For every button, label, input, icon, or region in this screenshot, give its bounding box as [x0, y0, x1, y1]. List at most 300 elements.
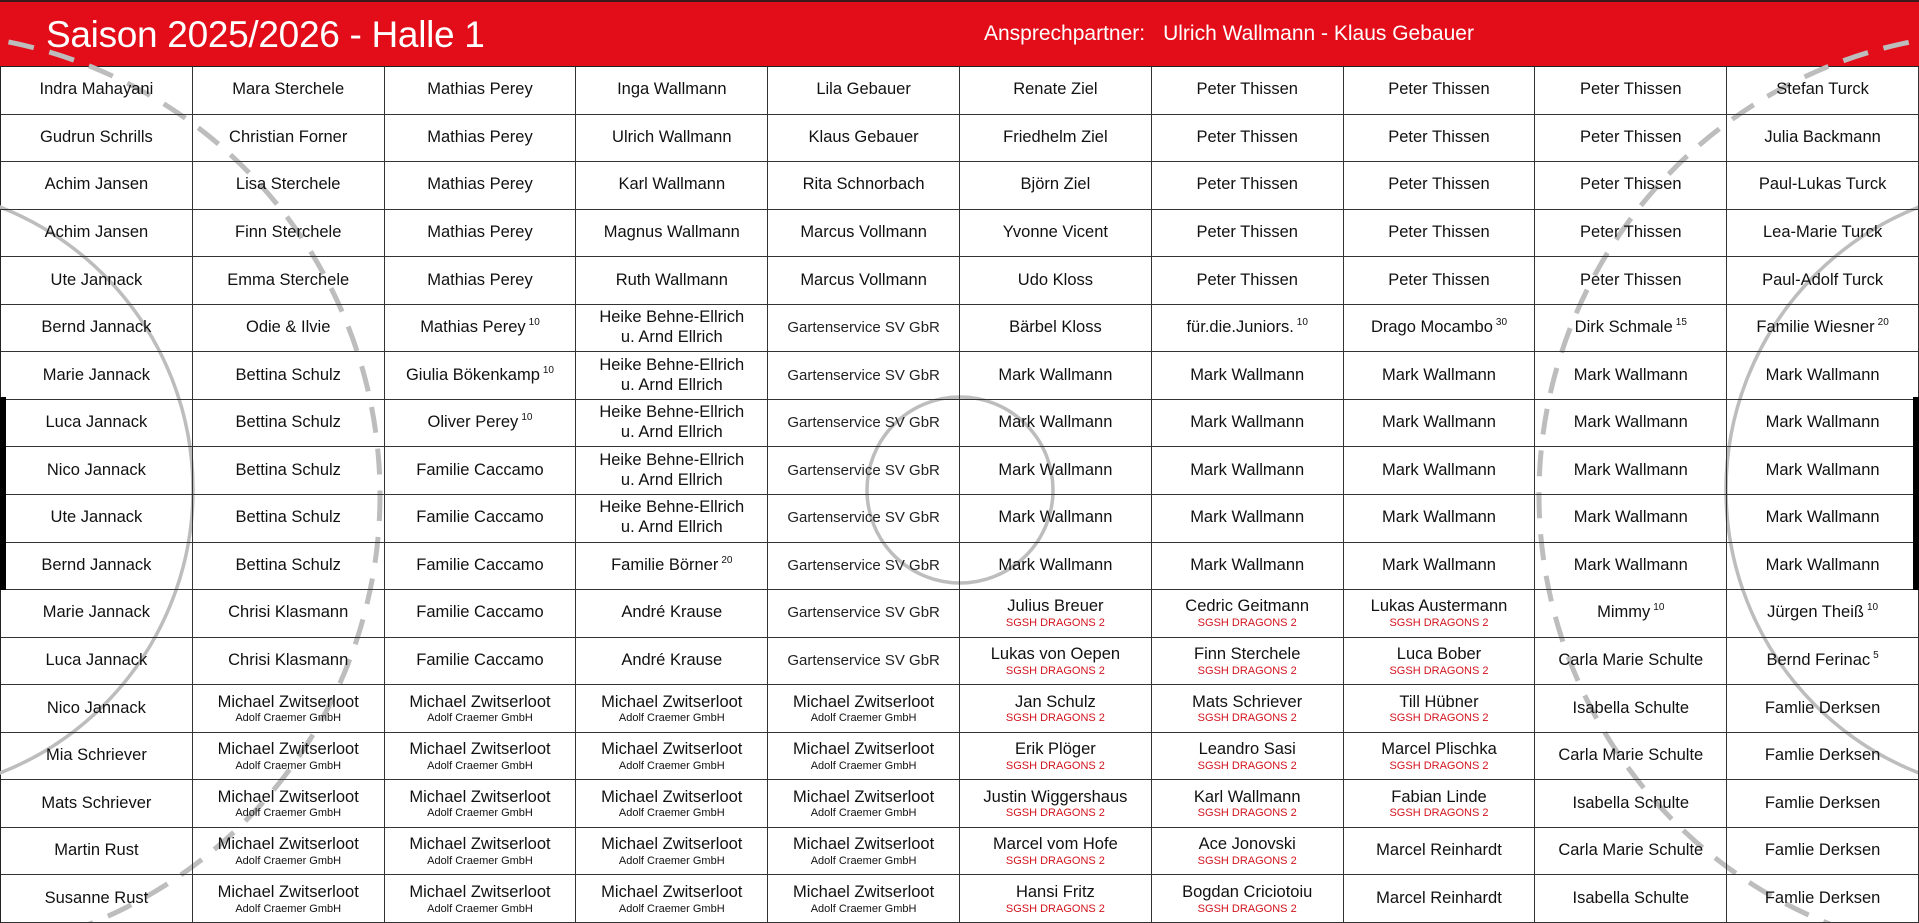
grid-cell [385, 780, 577, 828]
cell-line [235, 223, 341, 243]
cell-name: Finn Sterchele [1194, 644, 1301, 663]
cell-name: Luca Jannack [45, 651, 148, 670]
cell-line [232, 80, 344, 100]
cell-name: Lea-Marie Turck [1762, 223, 1883, 242]
cell-name: Gartenservice SV GbR [787, 509, 940, 527]
cell-line [998, 413, 1112, 433]
grid-cell [193, 733, 385, 781]
cell-name: Leandro Sasi [1198, 740, 1296, 759]
cell-line [803, 175, 925, 195]
cell-superscript-number: 20 [1877, 317, 1889, 329]
grid-cell [1535, 115, 1727, 163]
grid-cell [1535, 590, 1727, 638]
cell-team-label: SGSH DRAGONS 2 [1197, 759, 1297, 772]
cell-line [998, 366, 1112, 386]
grid-cell [1344, 400, 1536, 448]
cell-line [45, 413, 147, 433]
cell-line [793, 788, 934, 808]
grid-cell [385, 305, 577, 353]
cell-line [601, 835, 742, 855]
cell-line [1371, 318, 1507, 338]
cell-line [1766, 556, 1880, 576]
cell-name: Mark Wallmann [1190, 365, 1305, 384]
cell-name: Mathias Perey [420, 318, 526, 337]
cell-line [787, 367, 940, 385]
grid-cell [960, 495, 1152, 543]
grid-cell [768, 590, 960, 638]
grid-cell [1152, 400, 1344, 448]
grid-cell [1727, 447, 1919, 495]
grid-cell [193, 543, 385, 591]
cell-team-label: SGSH DRAGONS 2 [1197, 855, 1297, 867]
grid-cell [1535, 305, 1727, 353]
cell-line [1382, 508, 1496, 528]
cell-name: Nico Jannack [46, 460, 146, 479]
cell-line [47, 461, 146, 481]
cell-superscript-number: 10 [1653, 602, 1665, 614]
grid-cell [960, 162, 1152, 210]
cell-line [1015, 740, 1096, 760]
grid-cell [768, 638, 960, 686]
cell-name: Michael Zwitserloot [792, 835, 935, 854]
grid-cell [768, 543, 960, 591]
grid-cell [193, 495, 385, 543]
grid-cell [1535, 210, 1727, 258]
cell-line [1574, 461, 1688, 481]
contact-info [984, 22, 1474, 46]
cell-line [1182, 883, 1312, 903]
cell-name: Peter Thissen [1388, 127, 1490, 146]
cell-team-label: SGSH DRAGONS 2 [1005, 902, 1105, 915]
grid-cell [1152, 590, 1344, 638]
cell-line [1190, 461, 1304, 481]
grid-cell [960, 400, 1152, 448]
cell-name: Dirk Schmale [1574, 318, 1673, 337]
grid-cell [1152, 257, 1344, 305]
grid-cell [576, 685, 768, 733]
cell-name: Lisa Sterchele [235, 175, 341, 194]
grid-cell [1344, 875, 1536, 923]
cell-line [787, 462, 940, 480]
cell-line [416, 603, 543, 623]
cell-line [1388, 128, 1490, 148]
cell-line [601, 693, 742, 713]
cell-line [793, 835, 934, 855]
grid-cell [576, 210, 768, 258]
grid-cell [1, 638, 193, 686]
cell-name: Marcel vom Hofe [993, 835, 1118, 854]
cell-line [1192, 693, 1302, 713]
grid-cell [1727, 115, 1919, 163]
cell-name: Lukas von Oepen [990, 644, 1121, 663]
grid-cell [1, 733, 193, 781]
grid-cell [768, 875, 960, 923]
grid-cell [1, 210, 193, 258]
grid-cell [1344, 780, 1536, 828]
cell-name: Christian Forner [229, 127, 348, 146]
grid-cell [1727, 305, 1919, 353]
cell-name: Michael Zwitserloot [409, 882, 551, 901]
cell-name: Karl Wallmann [1193, 787, 1301, 806]
cell-line [621, 603, 722, 623]
grid-cell [1, 495, 193, 543]
grid-cell [960, 305, 1152, 353]
cell-line [787, 509, 940, 527]
grid-cell [768, 447, 960, 495]
cell-line [1185, 597, 1309, 617]
cell-name: Mark Wallmann [1381, 365, 1496, 384]
grid-cell [1152, 733, 1344, 781]
cell-name: Marie Jannack [42, 365, 151, 384]
cell-name: Michael Zwitserloot [601, 882, 743, 901]
cell-company-label: Adolf Craemer GmbH [810, 807, 917, 820]
cell-name: Till Hübner [1399, 692, 1479, 711]
grid-cell [1152, 162, 1344, 210]
cell-line [1376, 841, 1502, 861]
cell-company-label: Adolf Craemer GmbH [235, 855, 342, 867]
cell-company-label: Adolf Craemer GmbH [810, 759, 917, 772]
cell-line [409, 788, 550, 808]
cell-line [599, 308, 744, 328]
cell-line [1186, 318, 1307, 338]
cell-line [621, 651, 722, 671]
cell-line [998, 461, 1112, 481]
cell-name: Udo Kloss [1017, 270, 1093, 289]
cell-name: Michael Zwitserloot [792, 740, 935, 759]
grid-cell [1344, 210, 1536, 258]
cell-company-label: Adolf Craemer GmbH [235, 712, 342, 725]
grid-cell [385, 733, 577, 781]
cell-line [1762, 271, 1883, 291]
cell-line [227, 271, 349, 291]
cell-name: Michael Zwitserloot [217, 692, 359, 711]
cell-team-label: SGSH DRAGONS 2 [1197, 902, 1297, 915]
grid-cell [576, 590, 768, 638]
cell-line [416, 461, 543, 481]
contact-names: Ulrich Wallmann - Klaus Gebauer [1163, 22, 1474, 45]
cell-line [1766, 461, 1880, 481]
cell-name: Ute Jannack [50, 270, 143, 289]
cell-line [599, 403, 744, 423]
cell-name: Mathias Perey [427, 223, 533, 242]
grid-cell [1152, 828, 1344, 876]
cell-name: Marcel Plischka [1381, 740, 1497, 759]
cell-line [998, 556, 1112, 576]
grid-cell [1535, 638, 1727, 686]
cell-name: Jan Schulz [1015, 692, 1096, 711]
cell-name: Mark Wallmann [1573, 555, 1688, 574]
cell-name: Heike Behne-Ellrich [599, 403, 745, 422]
cell-line [617, 80, 726, 100]
cell-name: Mark Wallmann [1573, 508, 1688, 527]
cell-name: Isabella Schulte [1572, 888, 1690, 907]
grid-cell [1344, 447, 1536, 495]
grid-cell [193, 685, 385, 733]
cell-line [1190, 556, 1304, 576]
cell-name: Famlie Derksen [1764, 888, 1881, 907]
cell-name: Mats Schriever [1192, 692, 1303, 711]
cell-name: Isabella Schulte [1572, 793, 1690, 812]
grid-cell [1, 115, 193, 163]
cell-line [1196, 128, 1298, 148]
grid-cell [1727, 780, 1919, 828]
grid-cell [385, 162, 577, 210]
cell-name: Oliver Perey [427, 413, 519, 432]
cell-name: André Krause [621, 603, 723, 622]
grid-cell [193, 162, 385, 210]
right-goal-marker [1913, 397, 1919, 590]
cell-line [228, 651, 348, 671]
cell-line [235, 508, 340, 528]
grid-cell [768, 495, 960, 543]
cell-name: Bettina Schulz [235, 508, 341, 527]
cell-team-label: SGSH DRAGONS 2 [1197, 807, 1297, 820]
grid-cell [576, 543, 768, 591]
left-goal-marker [0, 397, 6, 590]
grid-cell [1, 352, 193, 400]
grid-cell [576, 305, 768, 353]
cell-line [793, 883, 934, 903]
grid-cell [1, 543, 193, 591]
cell-team-label: SGSH DRAGONS 2 [1005, 712, 1105, 725]
grid-cell [960, 257, 1152, 305]
cell-line [235, 413, 340, 433]
cell-line [1765, 699, 1881, 719]
cell-line [427, 175, 532, 195]
grid-cell [768, 685, 960, 733]
cell-name: Mark Wallmann [1573, 365, 1688, 384]
cell-superscript-number: 10 [542, 364, 554, 376]
cell-name: Magnus Wallmann [603, 223, 740, 242]
cell-name: Mark Wallmann [1381, 460, 1496, 479]
cell-line [1767, 603, 1878, 623]
cell-team-label: SGSH DRAGONS 2 [1197, 664, 1297, 677]
cell-line [793, 740, 934, 760]
cell-line [420, 318, 540, 338]
cell-name: Peter Thissen [1196, 223, 1298, 242]
grid-cell [1344, 162, 1536, 210]
grid-cell [1535, 352, 1727, 400]
grid-cell [1535, 780, 1727, 828]
cell-line [43, 603, 150, 623]
grid-cell [1535, 685, 1727, 733]
cell-name: Yvonne Vicent [1002, 223, 1108, 242]
grid-cell [576, 352, 768, 400]
cell-name: Peter Thissen [1196, 270, 1298, 289]
cell-name: Peter Thissen [1580, 127, 1682, 146]
cell-name: Michael Zwitserloot [409, 740, 551, 759]
cell-name: Rita Schnorbach [802, 175, 925, 194]
cell-line [1003, 223, 1108, 243]
cell-line [604, 223, 740, 243]
grid-cell [768, 733, 960, 781]
cell-line [1766, 413, 1880, 433]
cell-team-label: SGSH DRAGONS 2 [1005, 807, 1105, 820]
grid-cell [1152, 638, 1344, 686]
cell-name: Bogdan Criciotoiu [1182, 882, 1313, 901]
grid-cell [385, 590, 577, 638]
cell-name: Mark Wallmann [1190, 508, 1305, 527]
cell-name: Paul-Adolf Turck [1762, 270, 1884, 289]
cell-line [1382, 461, 1496, 481]
cell-superscript-number: 30 [1495, 317, 1508, 329]
cell-name: Bettina Schulz [235, 413, 341, 432]
cell-line [1764, 128, 1880, 148]
cell-line [218, 883, 359, 903]
cell-company-label: Adolf Craemer GmbH [235, 759, 342, 772]
cell-name: Familie Börner [611, 555, 719, 574]
cell-line [1397, 645, 1481, 665]
grid-cell [1, 305, 193, 353]
cell-name: Mia Schriever [45, 746, 147, 765]
cell-line [1399, 693, 1478, 713]
grid-cell [576, 875, 768, 923]
grid-cell [385, 685, 577, 733]
grid-cell [1727, 162, 1919, 210]
cell-name: Klaus Gebauer [808, 127, 919, 146]
cell-name-line2: u. Arnd Ellrich [620, 375, 723, 394]
cell-line [991, 645, 1120, 665]
cell-name: Peter Thissen [1196, 175, 1298, 194]
cell-name: Peter Thissen [1196, 127, 1298, 146]
cell-name: Famlie Derksen [1764, 841, 1881, 860]
cell-name: Bernd Jannack [41, 318, 152, 337]
cell-line [1196, 175, 1298, 195]
cell-name: Mark Wallmann [1381, 508, 1496, 527]
cell-name: Michael Zwitserloot [792, 692, 935, 711]
grid-cell [768, 257, 960, 305]
grid-cell [1535, 162, 1727, 210]
grid-cell [768, 210, 960, 258]
cell-line [1573, 889, 1690, 909]
cell-line [1376, 889, 1502, 909]
cell-line [612, 128, 732, 148]
cell-name: Julia Backmann [1764, 127, 1881, 146]
grid-cell [1152, 447, 1344, 495]
grid-cell [385, 352, 577, 400]
cell-superscript-number: 10 [1296, 317, 1308, 329]
grid-cell [768, 400, 960, 448]
grid-cell [1, 67, 193, 115]
cell-line [1007, 597, 1103, 617]
cell-line [1765, 746, 1881, 766]
cell-line [1776, 80, 1869, 100]
grid-cell [960, 638, 1152, 686]
cell-name: Marie Jannack [42, 603, 151, 622]
cell-team-label: SGSH DRAGONS 2 [1005, 617, 1105, 630]
grid-cell [576, 495, 768, 543]
grid-cell [1727, 210, 1919, 258]
grid-cell [1344, 590, 1536, 638]
cell-line [616, 271, 728, 291]
cell-line [1756, 318, 1888, 338]
cell-line [1765, 794, 1881, 814]
grid-cell [576, 447, 768, 495]
cell-name: Martin Rust [54, 841, 139, 860]
cell-team-label: SGSH DRAGONS 2 [1197, 712, 1297, 725]
grid-cell [1535, 495, 1727, 543]
cell-name: Mark Wallmann [1765, 365, 1880, 384]
cell-line [1763, 223, 1882, 243]
grid-cell [1535, 543, 1727, 591]
cell-name: Mark Wallmann [998, 555, 1113, 574]
cell-name: Emma Sterchele [227, 270, 350, 289]
cell-name: Friedhelm Ziel [1003, 127, 1108, 146]
grid-cell [385, 638, 577, 686]
cell-team-label: SGSH DRAGONS 2 [1005, 759, 1105, 772]
cell-name: Heike Behne-Ellrich [599, 308, 745, 327]
grid-cell [1727, 638, 1919, 686]
cell-name: Mark Wallmann [1573, 413, 1688, 432]
cell-team-label: SGSH DRAGONS 2 [1197, 617, 1297, 630]
cell-name: Gartenservice SV GbR [787, 604, 940, 622]
cell-line [998, 508, 1112, 528]
cell-line [235, 366, 340, 386]
grid-cell [576, 162, 768, 210]
cell-line [218, 693, 359, 713]
cell-name: Mathias Perey [427, 175, 533, 194]
cell-line [409, 835, 550, 855]
cell-line [1766, 366, 1880, 386]
cell-team-label: SGSH DRAGONS 2 [1389, 712, 1489, 725]
cell-line [1391, 788, 1486, 808]
cell-name: Nico Jannack [46, 698, 146, 717]
grid-cell [193, 210, 385, 258]
grid-cell [1344, 67, 1536, 115]
grid-cell [1535, 828, 1727, 876]
cell-line [1388, 80, 1490, 100]
cell-name: Famlie Derksen [1764, 746, 1881, 765]
cell-line [1196, 223, 1298, 243]
cell-company-label: Adolf Craemer GmbH [427, 807, 533, 820]
grid-cell [768, 780, 960, 828]
cell-line [406, 366, 554, 386]
grid-cell [1727, 67, 1919, 115]
grid-cell [1, 162, 193, 210]
cell-line [1009, 318, 1102, 338]
cell-name: Renate Ziel [1013, 80, 1098, 99]
cell-name: Finn Sterchele [235, 223, 342, 242]
cell-superscript-number: 5 [1873, 650, 1879, 662]
grid-cell [960, 352, 1152, 400]
cell-line [1575, 318, 1687, 338]
cell-line [787, 557, 940, 575]
grid-cell [193, 67, 385, 115]
cell-name: Peter Thissen [1580, 270, 1682, 289]
grid-cell [960, 115, 1152, 163]
grid-cell [1, 590, 193, 638]
grid-cell [385, 115, 577, 163]
cell-line [1021, 175, 1091, 195]
cell-name: Chrisi Klasmann [228, 603, 349, 622]
cell-name: Bernd Jannack [41, 555, 152, 574]
grid-cell [960, 780, 1152, 828]
grid-cell [1535, 875, 1727, 923]
cell-superscript-number: 10 [1866, 602, 1879, 614]
grid-cell [1727, 733, 1919, 781]
cell-line [1016, 883, 1095, 903]
cell-company-label: Adolf Craemer GmbH [618, 807, 725, 820]
cell-line [793, 693, 934, 713]
cell-line [236, 175, 341, 195]
grid-cell [1727, 400, 1919, 448]
cell-line [993, 835, 1118, 855]
grid-cell [1344, 685, 1536, 733]
grid-cell [1344, 495, 1536, 543]
cell-line [800, 271, 927, 291]
cell-company-label: Adolf Craemer GmbH [427, 759, 533, 772]
cell-name: Peter Thissen [1580, 80, 1682, 99]
